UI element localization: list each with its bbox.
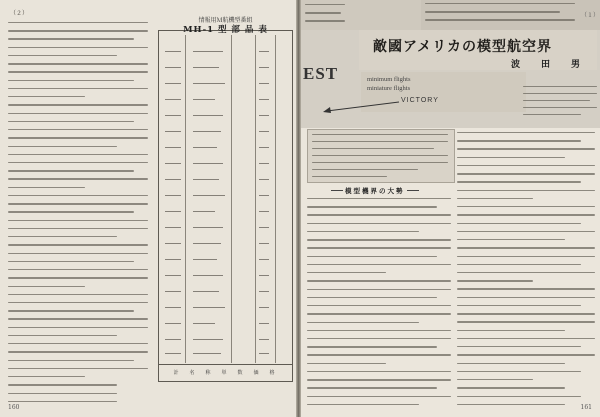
left-body-text bbox=[8, 22, 148, 409]
newspaper-collage-image bbox=[301, 0, 600, 128]
author-name: 波 田 男 bbox=[511, 60, 587, 70]
page-number: 160 bbox=[8, 404, 20, 411]
collage-word: EST bbox=[303, 64, 339, 83]
table-title: MH-1 型 部 品 表 bbox=[183, 25, 268, 35]
table-caption: 情報用Ｍ航機型番組 bbox=[198, 17, 253, 24]
section-marker: （１） bbox=[581, 12, 600, 19]
left-page bbox=[0, 0, 296, 417]
collage-word: VICTORY bbox=[401, 97, 439, 104]
page-number: 161 bbox=[580, 404, 592, 411]
right-page bbox=[301, 0, 600, 417]
collage-word: minimum flights bbox=[367, 76, 411, 83]
table-column-divider bbox=[255, 35, 256, 363]
table-column-divider bbox=[185, 35, 186, 363]
collage-word: miniature flights bbox=[367, 85, 411, 92]
title-panel bbox=[359, 30, 597, 70]
article-body-right-column bbox=[457, 132, 595, 412]
lead-paragraph-box bbox=[307, 129, 455, 183]
section-marker: （２） bbox=[10, 10, 29, 17]
article-title: 敵國アメリカの模型航空界 bbox=[373, 39, 553, 55]
parts-table bbox=[158, 17, 293, 382]
photo-caption bbox=[523, 86, 597, 121]
arrow-icon bbox=[321, 100, 401, 114]
table-column-divider bbox=[275, 35, 276, 363]
divider bbox=[407, 190, 419, 191]
table-footer: 計 名 称 単 数 価 格 bbox=[159, 364, 292, 381]
divider bbox=[331, 190, 343, 191]
section-heading: 模型機界の大勢 bbox=[345, 187, 405, 195]
article-body-left-column bbox=[307, 198, 451, 412]
table-column-divider bbox=[231, 35, 232, 363]
